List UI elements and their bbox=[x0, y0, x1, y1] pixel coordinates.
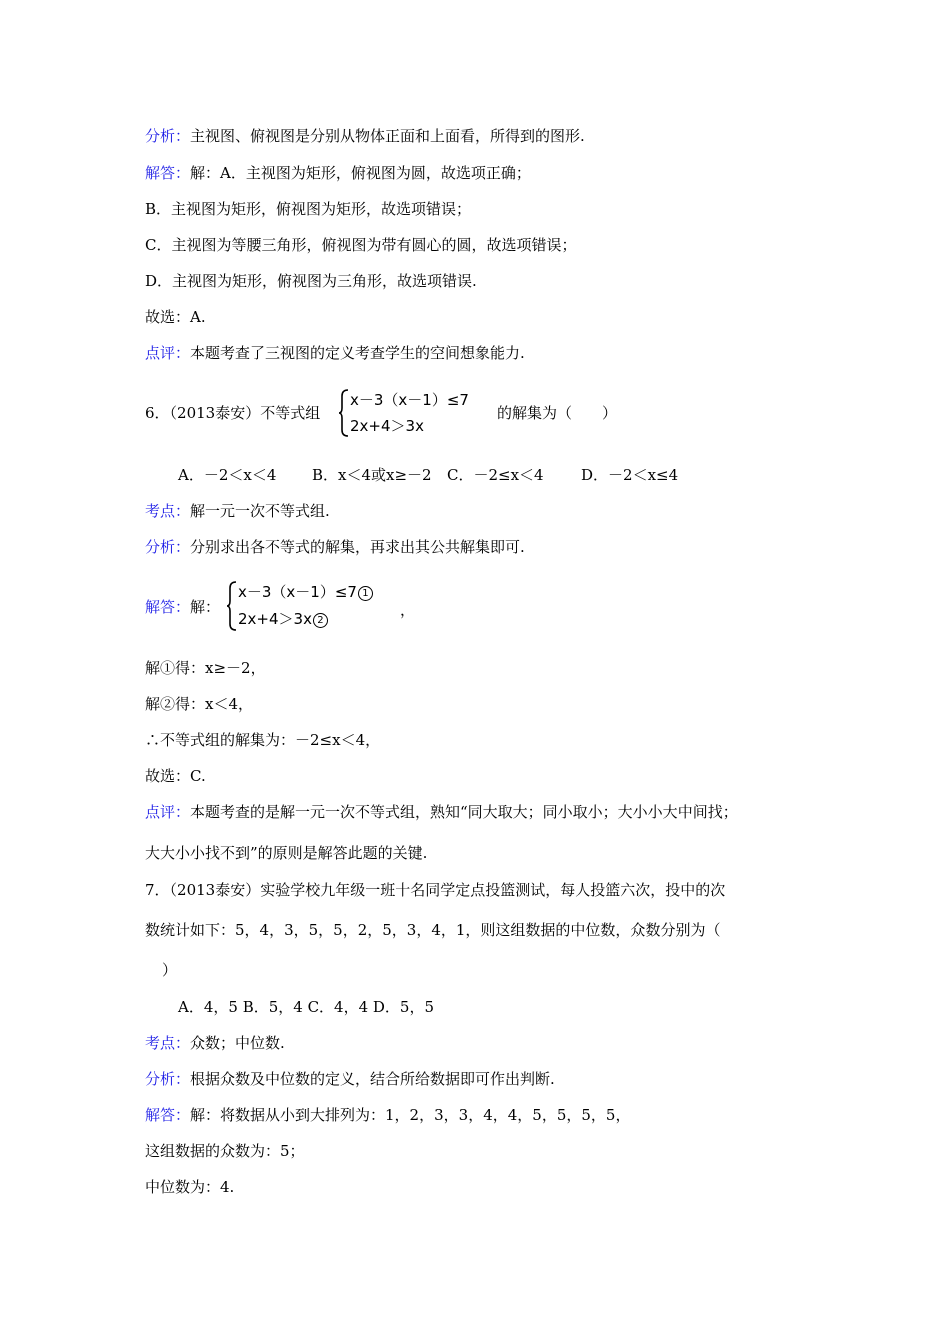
q5-line-d: D．主视图为矩形，俯视图为三角形，故选项错误. bbox=[145, 272, 477, 290]
q7-analysis bbox=[145, 1069, 555, 1089]
system-eq1: x－3（x－1）≤7 bbox=[350, 391, 469, 409]
comment-text: 本题考查了三视图的定义考查学生的空间想象能力. bbox=[190, 344, 525, 362]
q5-line-c: C．主视图为等腰三角形，俯视图为带有圆心的圆，故选项错误； bbox=[145, 236, 577, 254]
point-text: 众数；中位数. bbox=[190, 1034, 285, 1052]
solution-prefix: 解： bbox=[190, 598, 221, 616]
point-label: 考点： bbox=[145, 502, 191, 520]
q7-point bbox=[145, 1033, 285, 1053]
solution-eq1 bbox=[238, 582, 373, 602]
left-brace-icon bbox=[226, 580, 238, 632]
q6-step1: 解①得：x≥－2， bbox=[145, 659, 266, 677]
q6-option-c: C．－2≤x＜4 bbox=[447, 466, 544, 484]
analysis-label: 分析： bbox=[145, 538, 191, 556]
analysis-label: 分析： bbox=[145, 1070, 191, 1088]
analysis-text: 分别求出各不等式的解集，再求出其公共解集即可. bbox=[190, 538, 525, 556]
q5-line-b: B．主视图为矩形，俯视图为矩形，故选项错误； bbox=[145, 200, 472, 218]
q7-stem-line1: 7．（2013泰安）实验学校九年级一班十名同学定点投篮测试，每人投篮六次，投中的次 bbox=[145, 881, 726, 899]
solution-label: 解答： bbox=[145, 598, 191, 616]
q6-solution-system bbox=[226, 580, 406, 632]
circled-number-one: 1 bbox=[358, 586, 373, 601]
q6-option-b: B．x＜4或x≥－2 bbox=[312, 466, 432, 484]
solution-text: 解：将数据从小到大排列为：1，2，3，3，4，4，5，5，5，5， bbox=[190, 1106, 631, 1124]
q7-step2: 中位数为：4. bbox=[145, 1178, 235, 1196]
point-label: 考点： bbox=[145, 1034, 191, 1052]
analysis-text: 主视图、俯视图是分别从物体正面和上面看，所得到的图形. bbox=[190, 127, 585, 145]
analysis-label: 分析： bbox=[145, 127, 191, 145]
q5-choose: 故选：A. bbox=[145, 308, 206, 326]
comment-label: 点评： bbox=[145, 803, 191, 821]
q6-step2: 解②得：x＜4， bbox=[145, 695, 254, 713]
q6-comment bbox=[145, 802, 738, 822]
q6-stem-prefix: 6．（2013泰安）不等式组 bbox=[145, 404, 321, 422]
solution-eq2 bbox=[238, 609, 328, 629]
solution-label: 解答： bbox=[145, 164, 191, 182]
q5-solution bbox=[145, 163, 531, 183]
q6-point bbox=[145, 501, 330, 521]
solution-text: 解：A．主视图为矩形，俯视图为圆，故选项正确； bbox=[190, 164, 531, 182]
q7-options: A．4，5 B．5，4 C．4，4 D．5，5 bbox=[178, 998, 435, 1016]
q6-step3: ∴不等式组的解集为：－2≤x＜4， bbox=[145, 731, 381, 749]
point-text: 解一元一次不等式组. bbox=[190, 502, 330, 520]
q6-comment-cont: 大大小小找不到”的原则是解答此题的关键. bbox=[145, 844, 428, 862]
q6-solution bbox=[145, 597, 220, 617]
q7-stem-line2: 数统计如下：5，4，3，5，5，2，5，3，4，1，则这组数据的中位数，众数分别为（ bbox=[145, 921, 721, 939]
left-brace-icon bbox=[338, 388, 350, 438]
q6-choose: 故选：C. bbox=[145, 767, 206, 785]
q6-inequality-system bbox=[338, 388, 498, 438]
circled-number-two: 2 bbox=[313, 613, 328, 628]
q6-analysis bbox=[145, 537, 525, 557]
solution-comma: ， bbox=[400, 601, 416, 619]
comment-label: 点评： bbox=[145, 344, 191, 362]
q7-step1: 这组数据的众数为：5； bbox=[145, 1142, 305, 1160]
q7-stem-line3: ） bbox=[162, 961, 178, 979]
analysis-text: 根据众数及中位数的定义，结合所给数据即可作出判断. bbox=[190, 1070, 555, 1088]
q5-comment bbox=[145, 343, 525, 363]
q6-option-a: A．－2＜x＜4 bbox=[178, 466, 277, 484]
q7-solution bbox=[145, 1105, 630, 1125]
q6-option-d: D．－2＜x≤4 bbox=[581, 466, 679, 484]
q6-stem-suffix: 的解集为（ ） bbox=[497, 404, 618, 422]
q5-analysis bbox=[145, 126, 585, 146]
system-eq2: 2x+4＞3x bbox=[350, 417, 424, 435]
comment-text: 本题考查的是解一元一次不等式组，熟知“同大取大；同小取小；大小小大中间找； bbox=[190, 803, 738, 821]
solution-eq1-text: x－3（x－1）≤7 bbox=[238, 583, 357, 601]
solution-eq2-text: 2x+4＞3x bbox=[238, 610, 312, 628]
solution-label: 解答： bbox=[145, 1106, 191, 1124]
